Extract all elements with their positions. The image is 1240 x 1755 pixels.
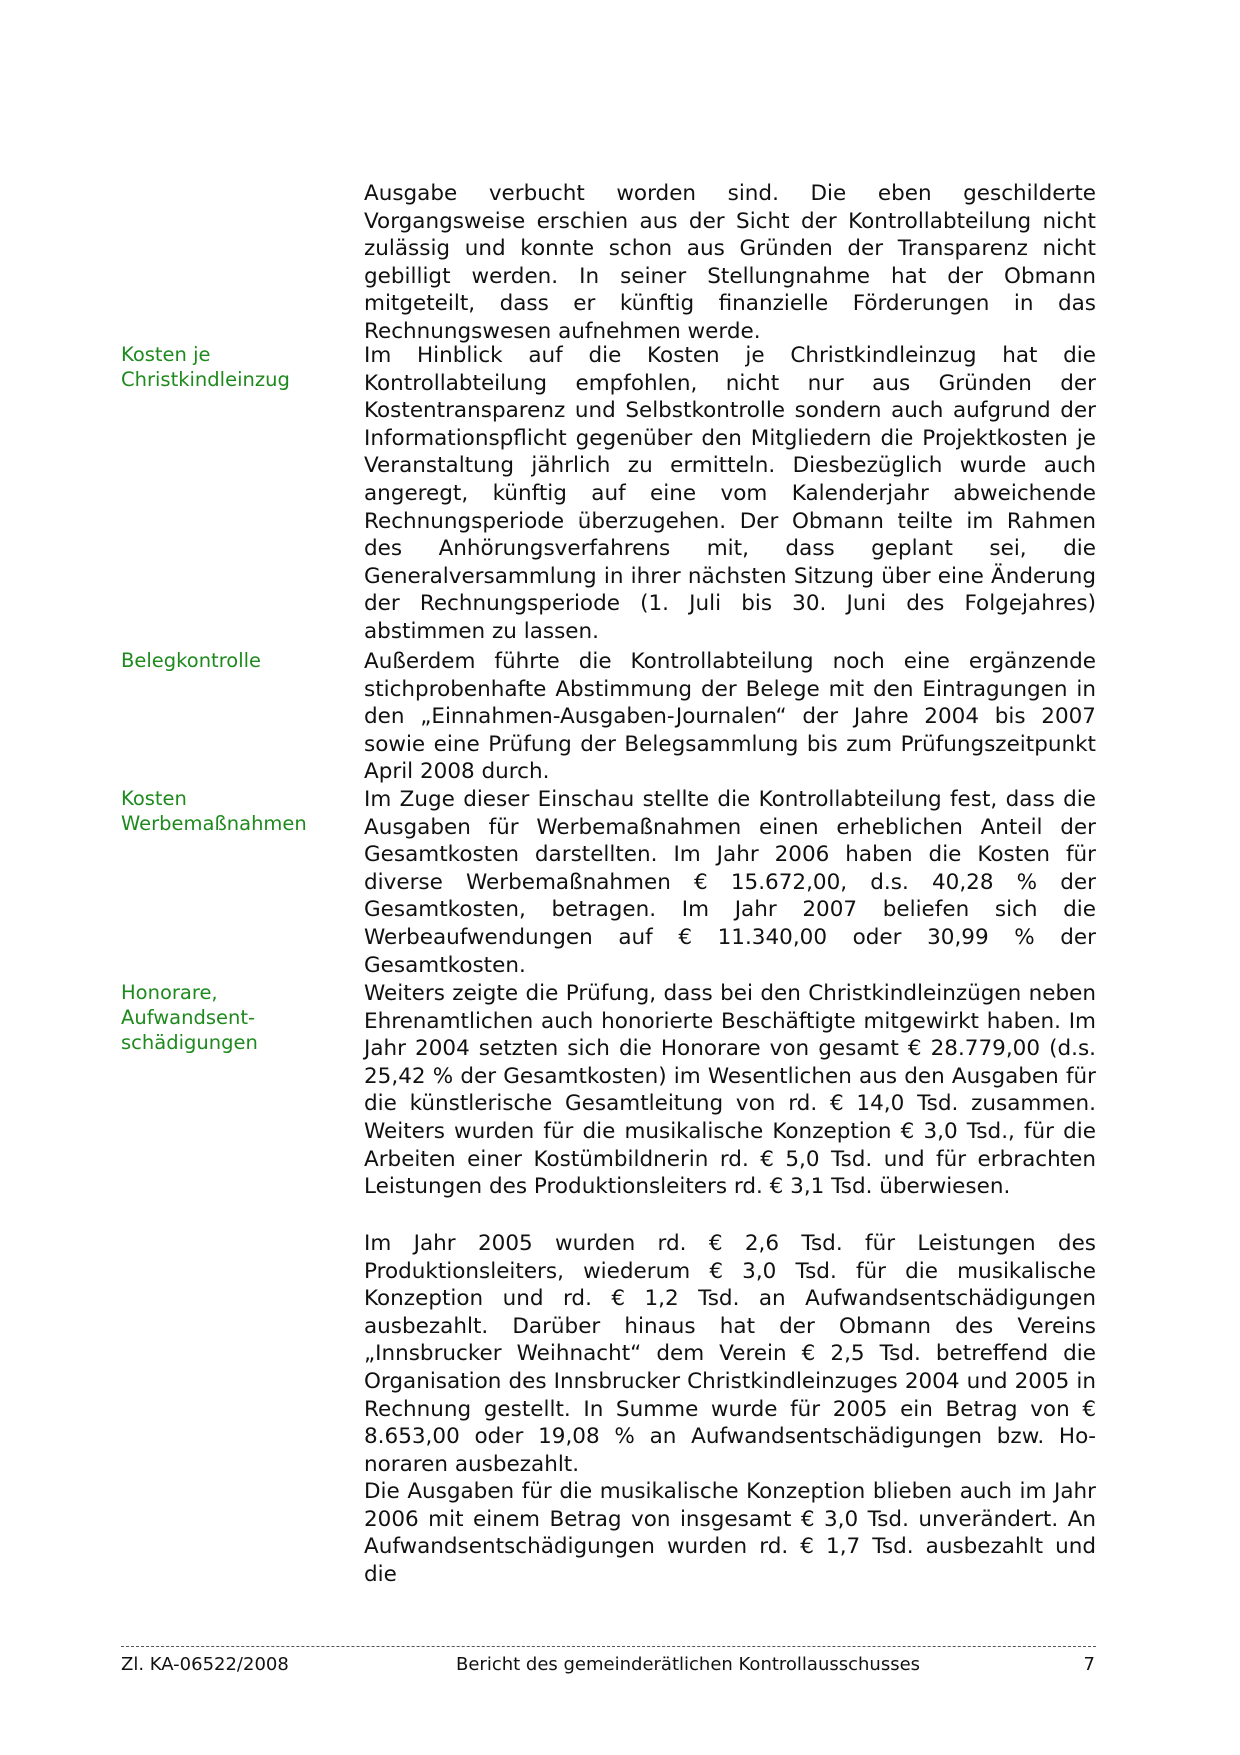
footer-page-number: 7	[1083, 1654, 1095, 1675]
body-paragraph: Außerdem führte die Kontrollabteilung noch eine ergänzende stichprobenhafte Abstimmung der Belege mit den Eintragungen in den „Einnahmen-Ausgaben-Journalen“ der Jahre 2004 bis 2007 sowie eine Prüfung der Belegsammlung bis zum Prüfungszeitpunkt April 2008 durch.	[364, 649, 1096, 785]
footer-divider	[121, 1646, 1096, 1647]
margin-heading: Belegkontrolle	[121, 649, 262, 672]
body-paragraph: Die Ausgaben für die musikalische Konzeption blieben auch im Jahr 2006 mit einem Betrag von insgesamt € 3,0 Tsd. unverändert. An Aufwandsentschädigungen wurden rd. € 1,7 Tsd. ausbezahlt und die	[364, 1479, 1096, 1587]
margin-heading: Kosten je Christkindleinzug	[121, 343, 290, 391]
margin-heading: Honorare, Aufwandsentschädigungen	[121, 981, 258, 1054]
body-paragraph: Im Zuge dieser Einschau stellte die Kontrollabteilung fest, dass die Ausgaben für Werbemaßnahmen einen erheblichen Anteil der Gesamtkosten darstellten. Im Jahr 2006 haben die Kosten für diverse Werbemaßnahmen € 15.672,00, d.s. 40,28 % der Gesamtkosten, betragen. Im Jahr 2007 beliefen sich die Werbeaufwendungen auf € 11.340,00 oder 30,99 % der Gesamtkosten.	[364, 787, 1096, 978]
body-paragraph: Ausgabe verbucht worden sind. Die eben geschilderte Vorgangsweise erschien aus der Sicht der Kontrollabteilung nicht zulässig und konnte schon aus Gründen der Transparenz nicht gebilligt werden. In seiner Stellungnahme hat der Obmann mitgeteilt, dass er künftig finanzielle Förderungen in das Rechnungswesen aufnehmen werde.	[364, 181, 1096, 344]
body-paragraph: Im Jahr 2005 wurden rd. € 2,6 Tsd. für Leistungen des Produktionsleiters, wiederum € 3,0 Tsd. für die musikalische Konzeption und rd. € 1,2 Tsd. an Aufwandsentschädigungen ausbezahlt. Darüber hinaus hat der Obmann des Vereins „Innsbrucker Weihnacht“ dem Verein € 2,5 Tsd. betreffend die Organisation des Innsbrucker Christkindleinzuges 2004 und 2005 in Rechnung gestellt. In Summe wurde für 2005 ein Betrag von € 8.653,00 oder 19,08 % an Aufwandsentschädigungen bzw. Honoraren ausbezahlt.	[364, 1231, 1096, 1477]
body-paragraph: Weiters zeigte die Prüfung, dass bei den Christkindleinzügen neben Ehrenamtlichen auch honorierte Beschäftigte mitgewirkt haben. Im Jahr 2004 setzten sich die Honorare von gesamt € 28.779,00 (d.s. 25,42 % der Gesamtkosten) im Wesentlichen aus den Ausgaben für die künstlerische Gesamtleitung von rd. € 14,0 Tsd. zusammen. Weiters wurden für die musikalische Konzeption € 3,0 Tsd., für die Arbeiten einer Kostümbildnerin rd. € 5,0 Tsd. und für erbrachten Leistungen des Produktionsleiters rd. € 3,1 Tsd. überwiesen.	[364, 981, 1096, 1200]
footer-reference: Zl. KA-06522/2008	[121, 1654, 289, 1675]
body-paragraph: Im Hinblick auf die Kosten je Christkindleinzug hat die Kontrollabteilung empfohlen, nicht nur aus Gründen der Kostentransparenz und Selbstkontrolle sondern auch aufgrund der Informationspflicht gegenüber den Mitgliedern die Projektkosten je Veranstaltung jährlich zu ermitteln. Diesbezüglich wurde auch angeregt, künftig auf eine vom Kalenderjahr abweichende Rechnungsperiode überzugehen. Der Obmann teilte im Rahmen des Anhörungsverfahrens mit, dass geplant sei, die Generalversammlung in ihrer nächsten Sitzung über eine Änderung der Rechnungsperiode (1. Juli bis 30. Juni des Folgejahres) abstimmen zu lassen.	[364, 343, 1096, 644]
margin-heading: Kosten Werbemaßnahmen	[121, 787, 307, 835]
footer-title: Bericht des gemeinderätlichen Kontrollausschusses	[456, 1654, 921, 1675]
